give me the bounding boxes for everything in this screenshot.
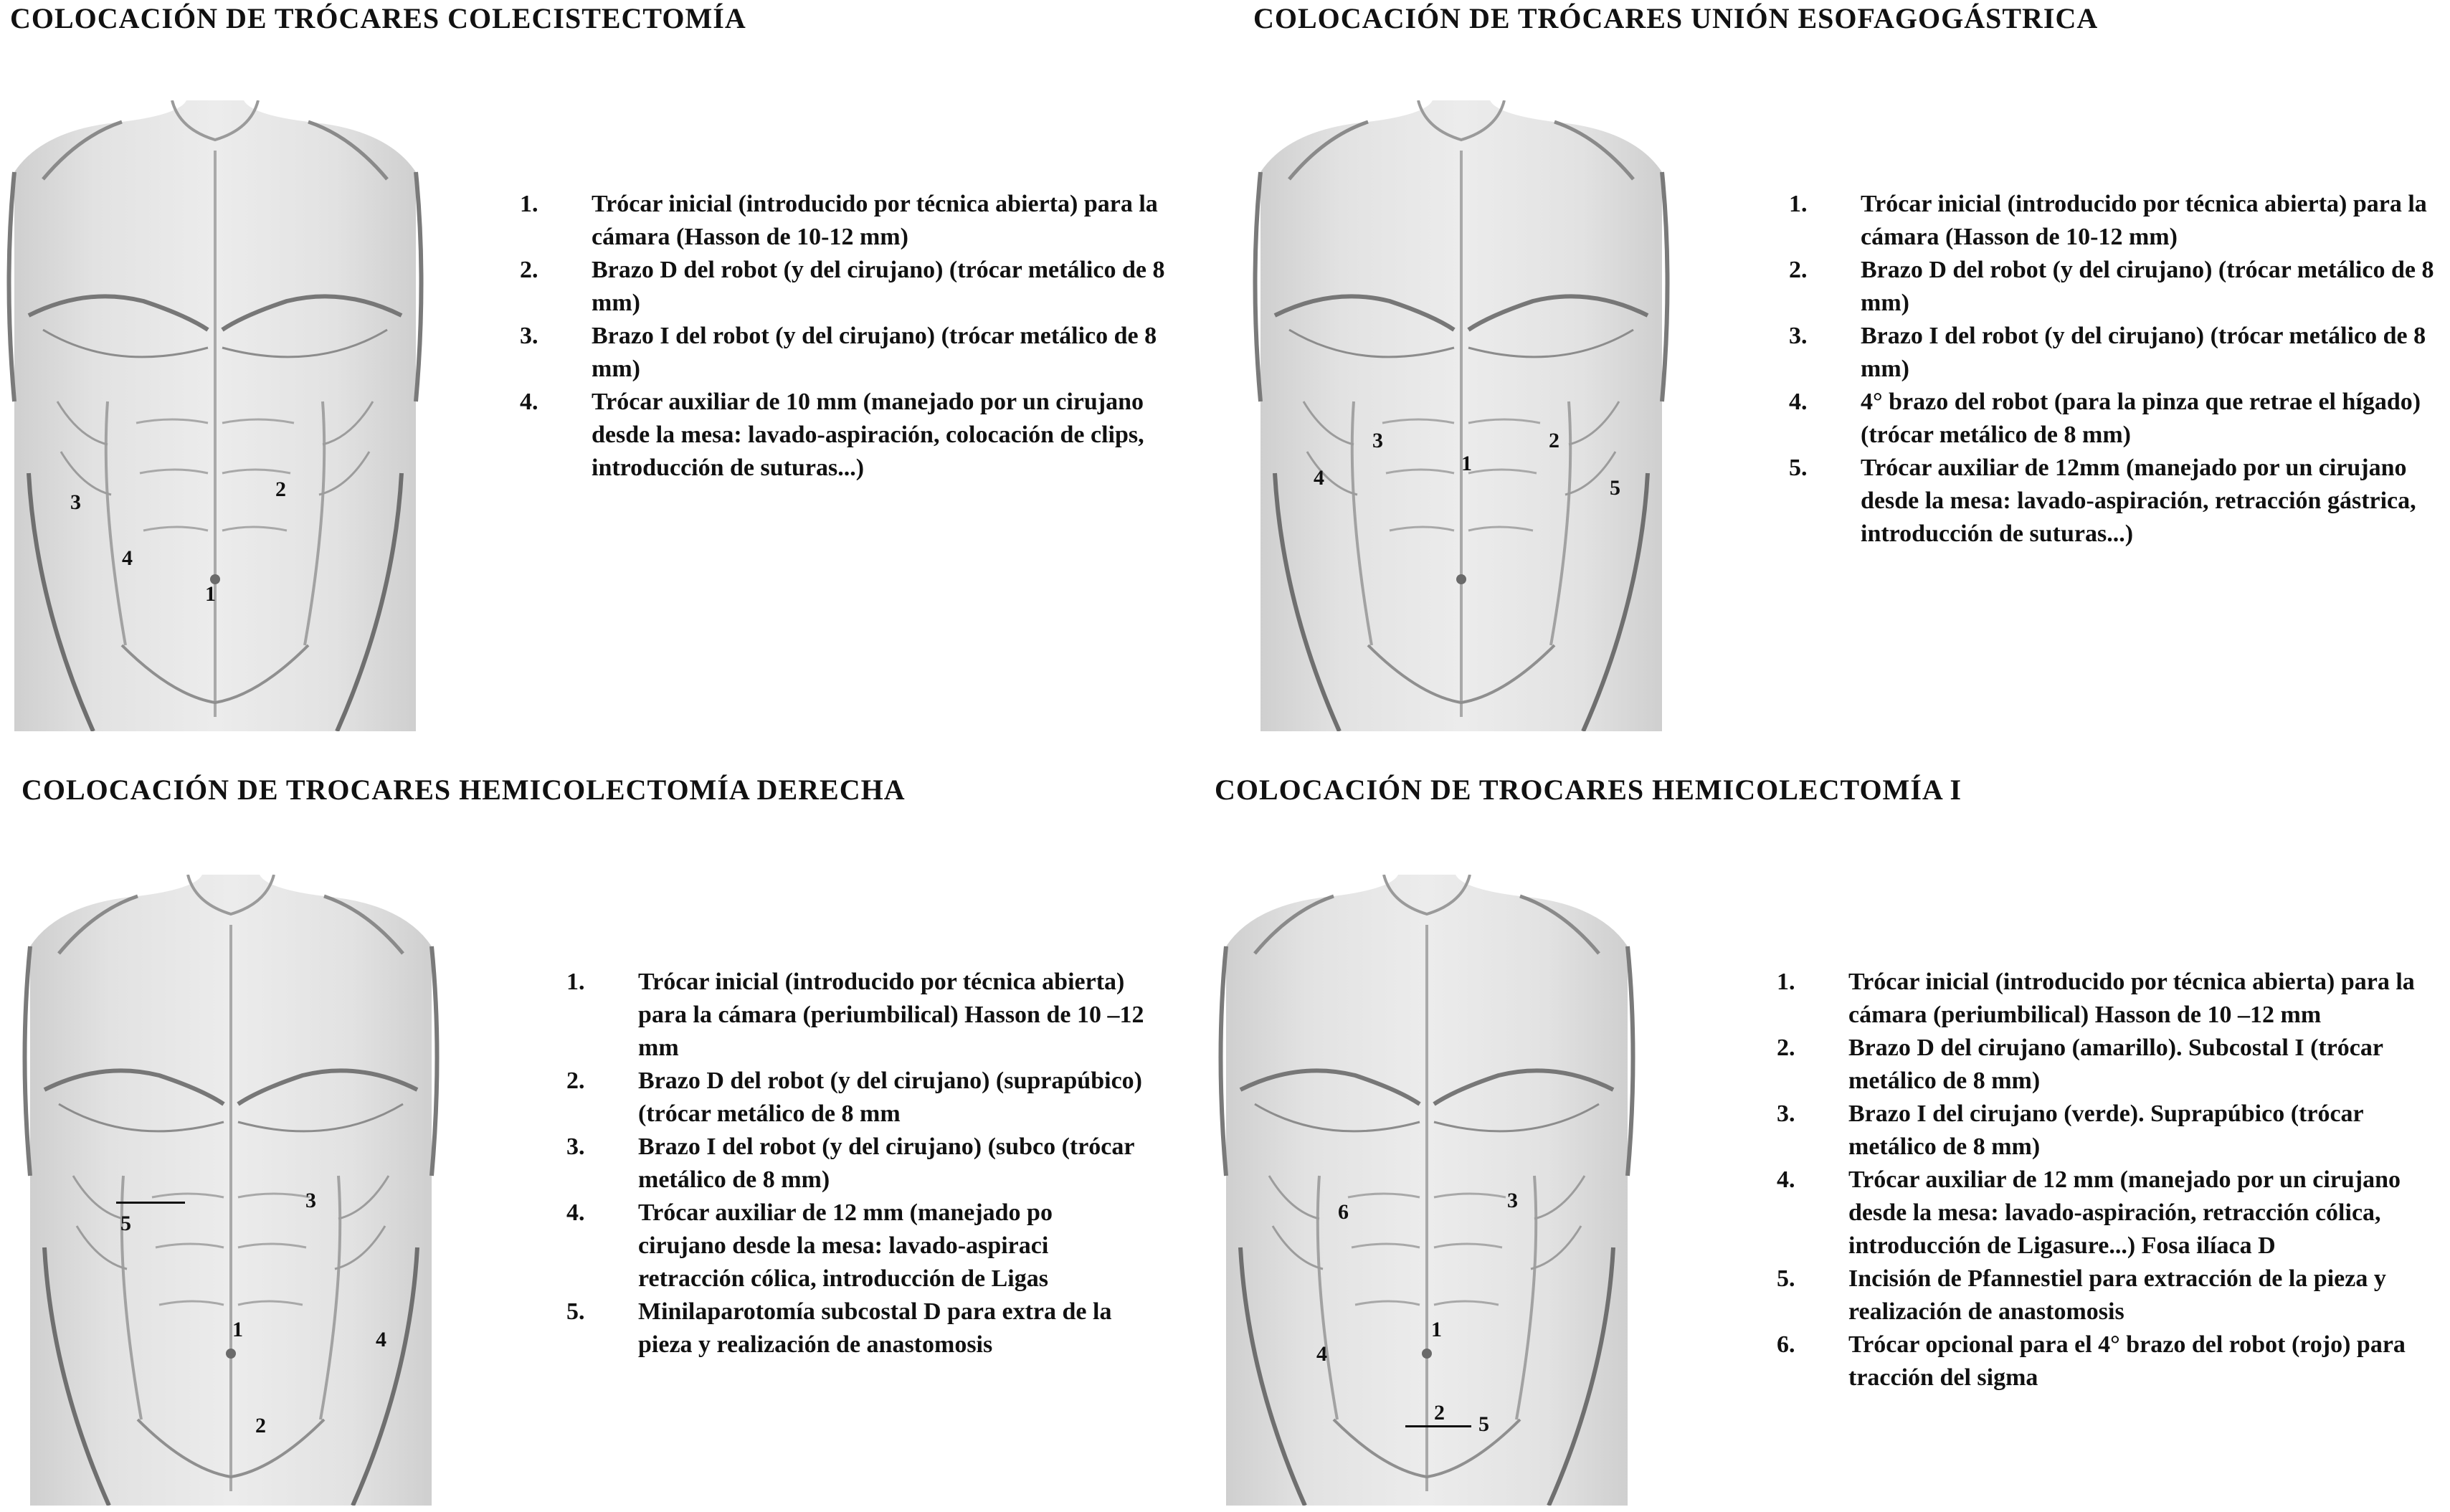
port-marker: 3 <box>1507 1189 1518 1212</box>
legend-item: 3. Brazo I del robot (y del cirujano) (trócar metálico de 8 mm) <box>1789 323 2426 382</box>
torso-illustration <box>16 875 446 1506</box>
port-marker: 3 <box>70 490 81 514</box>
torso-illustration <box>1212 875 1642 1506</box>
port-marker: 3 <box>1372 429 1383 452</box>
legend-item: 4. Trócar auxiliar de 12 mm (manejado po cirujano desde la mesa: lavado-aspiraci retracción cólica, introducción de Ligas <box>566 1199 1053 1292</box>
legend-item: 3. Brazo I del cirujano (verde). Suprapúbico (trócar metálico de 8 mm) <box>1777 1100 2364 1160</box>
legend-item: 6. Trócar opcional para el 4° brazo del robot (rojo) para tracción del sigma <box>1777 1331 2406 1391</box>
legend-item: 2. Brazo D del robot (y del cirujano) (trócar metálico de 8 mm) <box>520 257 1165 316</box>
legend-item: 2. Brazo D del cirujano (amarillo). Subcostal I (trócar metálico de 8 mm) <box>1777 1035 2383 1094</box>
trocar-legend <box>1789 188 2434 551</box>
port-marker: 6 <box>1338 1200 1349 1224</box>
legend-item: 2. Brazo D del robot (y del cirujano) (trócar metálico de 8 mm) <box>1789 257 2434 316</box>
port-marker: 1 <box>205 582 216 606</box>
legend-item: 1. Trócar inicial (introducido por técnica abierta) para la cámara (periumbilical) Hasson de 10 –12 mm <box>566 969 1144 1061</box>
trocar-legend <box>520 188 1165 485</box>
panel-title: COLOCACIÓN DE TROCARES HEMICOLECTOMÍA DERECHA <box>22 774 906 806</box>
legend-item: 4. Trócar auxiliar de 12 mm (manejado por un cirujano desde la mesa: lavado-aspiración, retracción cólica, introducción de Ligasure...) Fosa ilíaca D <box>1777 1166 2401 1259</box>
port-marker: 5 <box>1478 1412 1489 1436</box>
panel-title: COLOCACIÓN DE TRÓCARES UNIÓN ESOFAGOGÁSTRICA <box>1253 2 2099 34</box>
legend-item: 1. Trócar inicial (introducido por técnica abierta) para la cámara (Hasson de 10-12 mm) <box>1789 191 2427 250</box>
legend-item: 5. Incisión de Pfannestiel para extracción de la pieza y realización de anastomosis <box>1777 1265 2386 1325</box>
port-marker: 5 <box>1610 476 1620 500</box>
torso-illustration <box>1246 100 1676 731</box>
incision-line <box>1405 1425 1471 1427</box>
port-marker: 4 <box>1316 1342 1327 1366</box>
port-marker: 4 <box>376 1328 386 1351</box>
legend-item: 3. Brazo I del robot (y del cirujano) (subco (trócar metálico de 8 mm) <box>566 1133 1134 1193</box>
legend-item: 4. Trócar auxiliar de 10 mm (manejado por un cirujano desde la mesa: lavado-aspiración, colocación de clips, introducción de suturas...) <box>520 389 1144 481</box>
legend-item: 3. Brazo I del robot (y del cirujano) (trócar metálico de 8 mm) <box>520 323 1157 382</box>
port-marker: 1 <box>1461 452 1472 475</box>
torso-illustration <box>0 100 430 731</box>
port-marker: 1 <box>232 1318 243 1341</box>
legend-item: 5. Trócar auxiliar de 12mm (manejado por un cirujano desde la mesa: lavado-aspiración, retracción gástrica, introducción de suturas...) <box>1789 455 2416 547</box>
port-marker: 4 <box>1314 466 1324 490</box>
legend-item: 1. Trócar inicial (introducido por técnica abierta) para la cámara (periumbilical) Hasson de 10 –12 mm <box>1777 969 2415 1028</box>
legend-item: 2. Brazo D del robot (y del cirujano) (suprapúbico) (trócar metálico de 8 mm <box>566 1068 1142 1127</box>
panel-title: COLOCACIÓN DE TROCARES HEMICOLECTOMÍA I <box>1215 774 1962 806</box>
trocar-legend <box>566 966 1146 1361</box>
port-marker: 3 <box>305 1189 316 1212</box>
port-marker: 5 <box>120 1212 131 1235</box>
trocar-legend <box>1777 966 2444 1394</box>
incision-line <box>116 1202 185 1204</box>
port-marker: 2 <box>1434 1401 1445 1425</box>
port-marker: 1 <box>1431 1318 1442 1341</box>
port-marker: 2 <box>255 1414 266 1437</box>
port-marker: 2 <box>275 477 286 501</box>
port-marker: 4 <box>122 546 133 570</box>
port-marker: 2 <box>1549 429 1559 452</box>
legend-item: 5. Minilaparotomía subcostal D para extra de la pieza y realización de anastomosis <box>566 1298 1112 1358</box>
legend-item: 1. Trócar inicial (introducido por técnica abierta) para la cámara (Hasson de 10-12 mm) <box>520 191 1158 250</box>
legend-item: 4. 4° brazo del robot (para la pinza que retrae el hígado) (trócar metálico de 8 mm) <box>1789 389 2421 448</box>
panel-title: COLOCACIÓN DE TRÓCARES COLECISTECTOMÍA <box>10 2 746 34</box>
